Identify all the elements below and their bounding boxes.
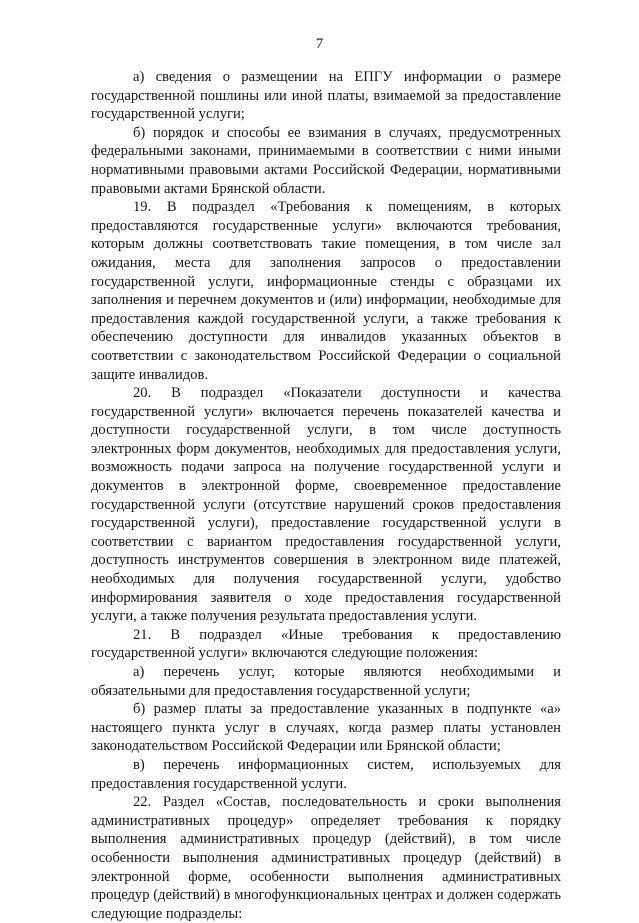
paragraph-b-fee-collection: б) порядок и способы ее взимания в случаях, предусмотренных федеральными законами, принимаемыми в соответствии с ними иными нормативными правовыми актами Российской Федерации, нормативными правовыми актами Брянской области.	[91, 124, 561, 197]
paragraph-20-accessibility: 20. В подраздел «Показатели доступности и качества государственной услуги» включается перечень показателей качества и доступности государственной услуги, в том числе доступность электронных форм документов, необходимых для предоставления услуги, возможность подачи запроса на получение государственной услуги и документов в электронной форме, своевременное предоставление государственной услуги (отсутствие нарушений сроков предоставления государственной услуги), предоставление государственной услуги в соответствии с вариантом предоставления государственной услуги, доступность инструментов совершения в электронном виде платежей, необходимых для получения государственной услуги, удобство информирования заявителя о ходе предоставления государственной услуги, а также получения результата предоставления услуги.	[91, 385, 561, 625]
document-body	[91, 68, 561, 923]
paragraph-19-premises: 19. В подраздел «Требования к помещениям, в которых предоставляются государственные услуги» включаются требования, которым должны соответствовать такие помещения, в том числе зал ожидания, места для заполнения запросов о предоставлении государственной услуги, информационные стенды с образцами их заполнения и перечнем документов и (или) информации, необходимые для предоставления каждой государственной услуги, а также требования к обеспечению доступности для инвалидов указанных объектов в соответствии с законодательством Российской Федерации о социальной защите инвалидов.	[91, 199, 561, 383]
paragraph-22-procedures: 22. Раздел «Состав, последовательность и сроки выполнения административных процедур» определяет требования к порядку выполнения административных процедур (действий), в том числе особенности выполнения административных процедур (действий) в электронной форме, особенности выполнения административных процедур (действий) в многофункциональных центрах и должен содержать следующие подразделы:	[91, 794, 561, 922]
paragraph-21-other-requirements: 21. В подраздел «Иные требования к предоставлению государственной услуги» включаются следующие положения:	[91, 626, 561, 662]
page-number: 7	[315, 36, 324, 52]
paragraph-21c-information-systems: в) перечень информационных систем, используемых для предоставления государственной услуги.	[91, 756, 561, 792]
paragraph-a-fee-info: а) сведения о размещении на ЕПГУ информации о размере государственной пошлины или иной платы, взимаемой за предоставление государственной услуги;	[91, 69, 561, 123]
paragraph-21a-required-services: а) перечень услуг, которые являются необходимыми и обязательными для предоставления государственной услуги;	[91, 664, 561, 699]
paragraph-21b-service-fee: б) размер платы за предоставление указанных в подпункте «а» настоящего пункта услуг в случаях, когда размер платы установлен законодательством Российской Федерации или Брянской области;	[91, 701, 561, 755]
